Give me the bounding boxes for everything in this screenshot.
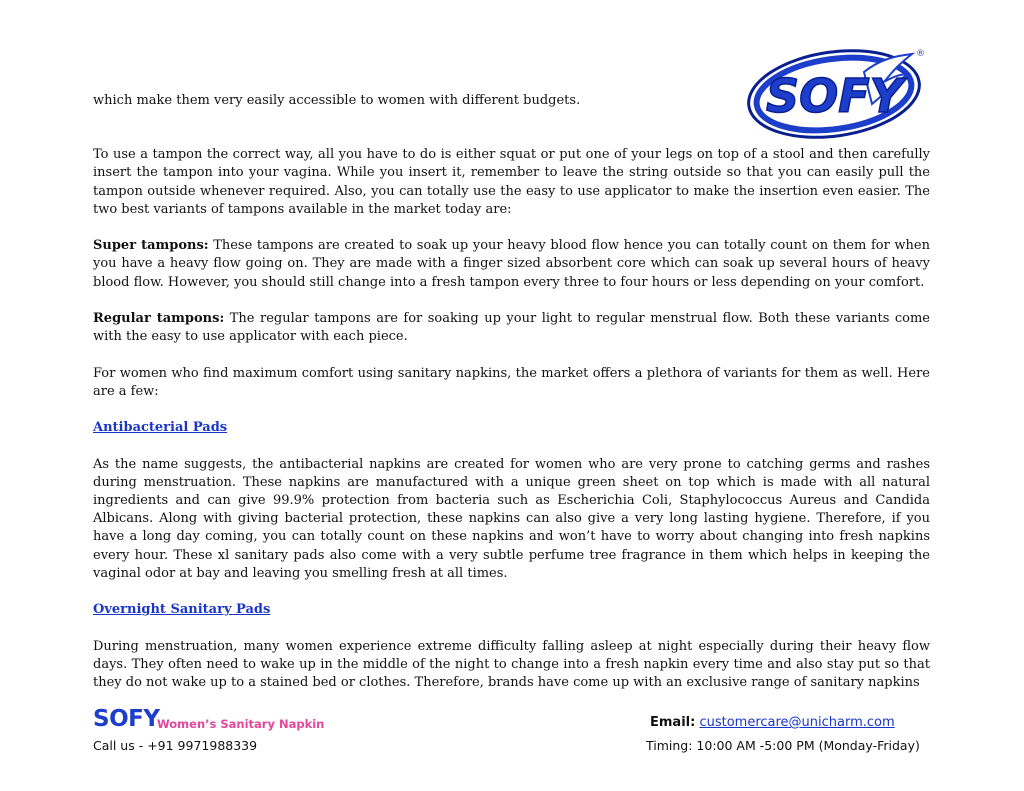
super-tampons-text: These tampons are created to soak up your heavy blood flow hence you can totally count on them for when you have a heavy flow going on. They are made with a finger sized absorbent core which can soak up several hours of heavy blood flow. However, you should still change into a fresh tampon every three to four hours or less depending on your comfort. — [93, 238, 930, 290]
footer-brand-subtitle: Women’s Sanitary Napkin — [157, 717, 325, 731]
page-footer — [93, 706, 933, 766]
email-label: Email: — [650, 715, 696, 730]
registered-mark: ® — [916, 49, 925, 59]
heading-overnight — [93, 601, 930, 619]
heading-antibacterial — [93, 419, 930, 437]
regular-tampons-label: Regular tampons: — [93, 311, 225, 326]
overnight-sanitary-pads-link[interactable]: Overnight Sanitary Pads — [93, 602, 271, 618]
logo-wordmark: SOFY — [766, 69, 903, 123]
paragraph-sanitary-napkins: For women who find maximum comfort using sanitary napkins, the market offers a plethora of variants for them as well. Here are a few: — [93, 365, 930, 399]
email-link[interactable]: customercare@unicharm.com — [699, 715, 895, 730]
footer-brand: SOFY — [93, 706, 160, 732]
footer-phone: Call us - +91 9971988339 — [93, 738, 258, 753]
regular-tampons-text: The regular tampons are for soaking up your light to regular menstrual flow. Both these variants come with the easy to use applicator with each piece. — [93, 311, 930, 345]
paragraph-budgets: which make them very easily accessible to women with different budgets. — [93, 93, 581, 108]
paragraph-tampon-usage: To use a tampon the correct way, all you have to do is either squat or put one of your legs on top of a stool and then carefully insert the tampon into your vagina. While you insert it, remember to leave the string outside so that you can easily pull the tampon outside whenever required. Also, you can totally use the easy to use applicator to make the insertion even easier. The two best variants of tampons available in the market today are: — [93, 147, 930, 217]
paragraph-antibacterial: As the name suggests, the antibacterial napkins are created for women who are very prone to catching germs and rashes during menstruation. These napkins are manufactured with a unique green sheet on top which is made with all natural ingredients and can give 99.9% protection from bacteria such as Escherichia Coli, Staphylococcus Aureus and Candida Albicans. Along with giving bacterial protection, these napkins can also give a very long lasting hygiene. Therefore, if you have a long day coming, you can totally count on these napkins and won’t have to worry about changing into fresh napkins every hour. These xl sanitary pads also come with a very subtle perfume tree fragrance in them which helps in keeping the vaginal odor at bay and leaving you smelling fresh at all times. — [93, 456, 930, 581]
paragraph-overnight: During menstruation, many women experience extreme difficulty falling asleep at night especially during their heavy flow days. They often need to wake up in the middle of the night to change into a fresh napkin every time and also stay put so that they do not wake up to a stained bed or clothes. Therefore, brands have come up with an exclusive range of sanitary napkins — [93, 638, 930, 690]
antibacterial-pads-link[interactable]: Antibacterial Pads — [93, 420, 228, 436]
document-body — [93, 92, 930, 692]
paragraph-super-tampons — [93, 237, 930, 292]
super-tampons-label: Super tampons: — [93, 238, 209, 254]
paragraph-regular-tampons — [93, 310, 930, 346]
footer-timing: Timing: 10:00 AM -5:00 PM (Monday-Friday) — [646, 738, 920, 753]
footer-email — [650, 715, 895, 730]
